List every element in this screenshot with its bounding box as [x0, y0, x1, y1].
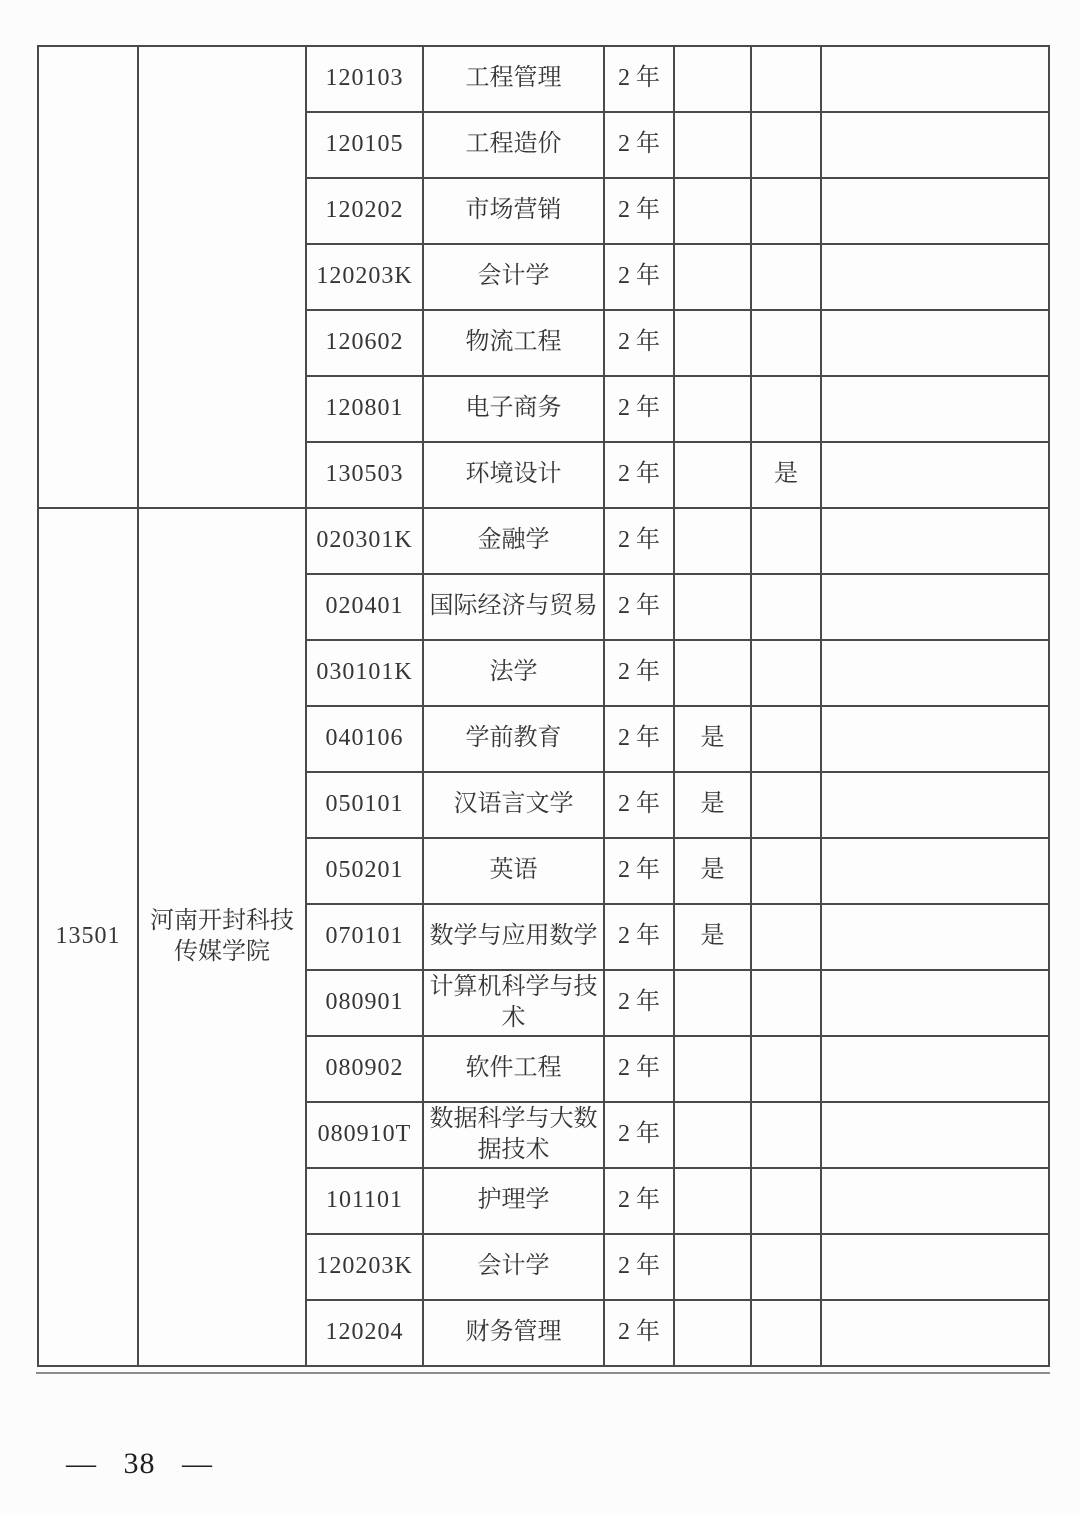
major-code-cell: 050101	[306, 772, 423, 838]
duration-cell: 2 年	[604, 1168, 674, 1234]
duration-cell: 2 年	[604, 178, 674, 244]
remarks-cell	[821, 1234, 1049, 1300]
page-number: — 38 —	[66, 1447, 213, 1480]
flag1-cell	[674, 112, 751, 178]
school-code-cell	[38, 46, 138, 508]
major-name-cell: 会计学	[423, 1234, 604, 1300]
school-name-cell	[138, 46, 306, 508]
remarks-cell	[821, 640, 1049, 706]
major-name-cell: 数学与应用数学	[423, 904, 604, 970]
major-code-cell: 120203K	[306, 244, 423, 310]
duration-cell: 2 年	[604, 838, 674, 904]
duration-cell: 2 年	[604, 970, 674, 1036]
major-code-cell: 120103	[306, 46, 423, 112]
major-name-cell: 汉语言文学	[423, 772, 604, 838]
duration-cell: 2 年	[604, 1234, 674, 1300]
flag1-cell	[674, 1036, 751, 1102]
flag2-cell	[751, 838, 821, 904]
flag1-cell	[674, 442, 751, 508]
major-code-cell: 120202	[306, 178, 423, 244]
flag1-cell	[674, 1300, 751, 1366]
flag2-cell	[751, 970, 821, 1036]
major-code-cell: 080902	[306, 1036, 423, 1102]
remarks-cell	[821, 1300, 1049, 1366]
flag2-cell	[751, 1168, 821, 1234]
duration-cell: 2 年	[604, 1300, 674, 1366]
flag1-cell	[674, 1102, 751, 1168]
duration-cell: 2 年	[604, 442, 674, 508]
major-code-cell: 130503	[306, 442, 423, 508]
major-name-cell: 环境设计	[423, 442, 604, 508]
flag1-cell	[674, 1168, 751, 1234]
major-name-cell: 工程管理	[423, 46, 604, 112]
major-name-cell: 金融学	[423, 508, 604, 574]
flag1-cell	[674, 574, 751, 640]
flag1-cell: 是	[674, 706, 751, 772]
duration-cell: 2 年	[604, 1036, 674, 1102]
major-code-cell: 120204	[306, 1300, 423, 1366]
major-code-cell: 030101K	[306, 640, 423, 706]
flag2-cell	[751, 1102, 821, 1168]
duration-cell: 2 年	[604, 574, 674, 640]
flag1-cell: 是	[674, 772, 751, 838]
flag1-cell	[674, 178, 751, 244]
major-code-cell: 120602	[306, 310, 423, 376]
flag1-cell	[674, 970, 751, 1036]
major-name-cell: 会计学	[423, 244, 604, 310]
flag2-cell: 是	[751, 442, 821, 508]
major-name-cell: 软件工程	[423, 1036, 604, 1102]
flag1-cell: 是	[674, 838, 751, 904]
major-code-cell: 050201	[306, 838, 423, 904]
flag2-cell	[751, 46, 821, 112]
major-code-cell: 101101	[306, 1168, 423, 1234]
flag2-cell	[751, 112, 821, 178]
flag1-cell	[674, 310, 751, 376]
duration-cell: 2 年	[604, 706, 674, 772]
major-code-cell: 120801	[306, 376, 423, 442]
flag1-cell	[674, 46, 751, 112]
major-name-cell: 市场营销	[423, 178, 604, 244]
school-name-cell: 河南开封科技传媒学院	[138, 508, 306, 1366]
flag2-cell	[751, 1234, 821, 1300]
major-name-cell: 工程造价	[423, 112, 604, 178]
duration-cell: 2 年	[604, 46, 674, 112]
major-name-cell: 计算机科学与技术	[423, 970, 604, 1036]
major-code-cell: 020401	[306, 574, 423, 640]
duration-cell: 2 年	[604, 640, 674, 706]
flag2-cell	[751, 1300, 821, 1366]
flag2-cell	[751, 178, 821, 244]
major-code-cell: 120105	[306, 112, 423, 178]
major-name-cell: 数据科学与大数据技术	[423, 1102, 604, 1168]
flag2-cell	[751, 508, 821, 574]
flag1-cell	[674, 376, 751, 442]
remarks-cell	[821, 376, 1049, 442]
major-code-cell: 040106	[306, 706, 423, 772]
major-name-cell: 物流工程	[423, 310, 604, 376]
flag2-cell	[751, 310, 821, 376]
major-code-cell: 020301K	[306, 508, 423, 574]
duration-cell: 2 年	[604, 1102, 674, 1168]
flag2-cell	[751, 1036, 821, 1102]
major-name-cell: 学前教育	[423, 706, 604, 772]
major-code-cell: 080901	[306, 970, 423, 1036]
programs-table-body	[38, 46, 1049, 1366]
table-bottom-rule	[36, 1372, 1050, 1374]
major-name-cell: 法学	[423, 640, 604, 706]
flag1-cell	[674, 1234, 751, 1300]
remarks-cell	[821, 244, 1049, 310]
major-code-cell: 080910T	[306, 1102, 423, 1168]
flag2-cell	[751, 772, 821, 838]
flag2-cell	[751, 904, 821, 970]
flag2-cell	[751, 574, 821, 640]
remarks-cell	[821, 1102, 1049, 1168]
remarks-cell	[821, 310, 1049, 376]
major-name-cell: 英语	[423, 838, 604, 904]
remarks-cell	[821, 574, 1049, 640]
duration-cell: 2 年	[604, 244, 674, 310]
flag2-cell	[751, 706, 821, 772]
table-row	[38, 508, 1049, 574]
flag1-cell: 是	[674, 904, 751, 970]
school-code-cell: 13501	[38, 508, 138, 1366]
remarks-cell	[821, 1168, 1049, 1234]
table-row	[38, 46, 1049, 112]
remarks-cell	[821, 508, 1049, 574]
flag1-cell	[674, 640, 751, 706]
duration-cell: 2 年	[604, 772, 674, 838]
flag2-cell	[751, 244, 821, 310]
major-name-cell: 财务管理	[423, 1300, 604, 1366]
remarks-cell	[821, 46, 1049, 112]
major-code-cell: 120203K	[306, 1234, 423, 1300]
remarks-cell	[821, 442, 1049, 508]
remarks-cell	[821, 904, 1049, 970]
flag1-cell	[674, 244, 751, 310]
duration-cell: 2 年	[604, 112, 674, 178]
remarks-cell	[821, 838, 1049, 904]
duration-cell: 2 年	[604, 904, 674, 970]
major-code-cell: 070101	[306, 904, 423, 970]
remarks-cell	[821, 970, 1049, 1036]
flag2-cell	[751, 640, 821, 706]
major-name-cell: 电子商务	[423, 376, 604, 442]
duration-cell: 2 年	[604, 508, 674, 574]
remarks-cell	[821, 178, 1049, 244]
duration-cell: 2 年	[604, 310, 674, 376]
flag2-cell	[751, 376, 821, 442]
duration-cell: 2 年	[604, 376, 674, 442]
programs-table	[37, 45, 1050, 1367]
remarks-cell	[821, 706, 1049, 772]
remarks-cell	[821, 1036, 1049, 1102]
flag1-cell	[674, 508, 751, 574]
major-name-cell: 国际经济与贸易	[423, 574, 604, 640]
remarks-cell	[821, 772, 1049, 838]
major-name-cell: 护理学	[423, 1168, 604, 1234]
remarks-cell	[821, 112, 1049, 178]
